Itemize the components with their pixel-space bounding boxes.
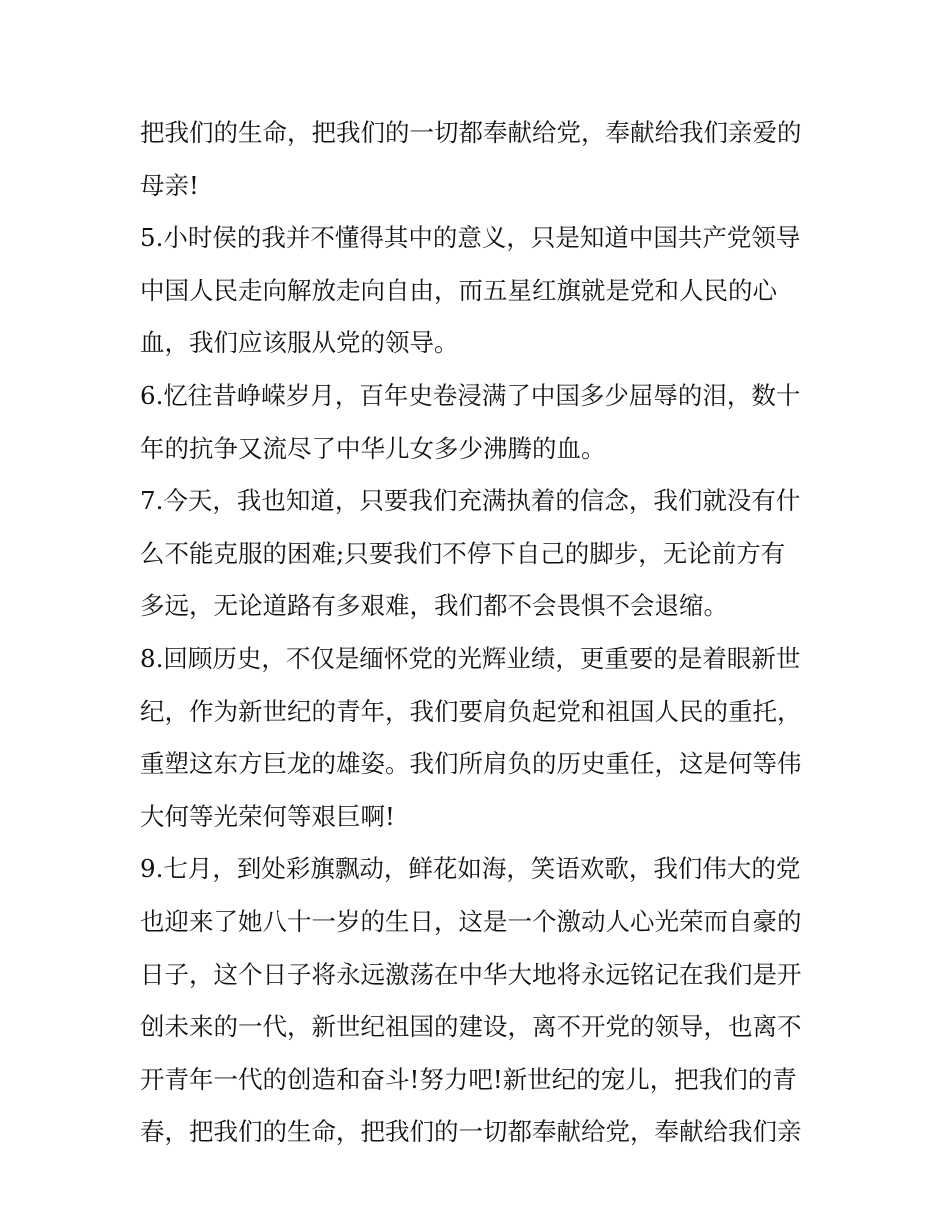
text-line: 开青年一代的创造和奋斗!努力吧!新世纪的宠儿，把我们的青 xyxy=(140,1064,797,1094)
body-text xyxy=(140,107,820,1159)
text-line: 血，我们应该服从党的领导。 xyxy=(140,328,459,358)
text-line: 春，把我们的生命，把我们的一切都奉献给党，奉献给我们亲 xyxy=(140,1117,802,1147)
text-line: 8.回顾历史，不仅是缅怀党的光辉业绩，更重要的是着眼新世 xyxy=(140,643,801,673)
text-line: 5.小时侯的我并不懂得其中的意义，只是知道中国共产党领导 xyxy=(140,223,801,253)
text-line: 母亲! xyxy=(140,170,199,200)
text-line: 7.今天，我也知道，只要我们充满执着的信念，我们就没有什 xyxy=(140,486,801,516)
text-line: 也迎来了她八十一岁的生日，这是一个激动人心光荣而自豪的 xyxy=(140,906,802,936)
text-line: 大何等光荣何等艰巨啊! xyxy=(140,801,395,831)
text-line: 纪，作为新世纪的青年，我们要肩负起党和祖国人民的重托， xyxy=(140,696,802,726)
text-line: 年的抗争又流尽了中华儿女多少沸腾的血。 xyxy=(140,433,606,463)
text-line: 么不能克服的困难;只要我们不停下自己的脚步，无论前方有 xyxy=(140,538,786,568)
text-line: 把我们的生命，把我们的一切都奉献给党，奉献给我们亲爱的 xyxy=(140,118,802,147)
text-line: 中国人民走向解放走向自由，而五星红旗就是党和人民的心 xyxy=(140,275,777,305)
text-line: 创未来的一代，新世纪祖国的建设，离不开党的领导，也离不 xyxy=(140,1012,802,1042)
text-line: 9.七月，到处彩旗飘动，鲜花如海，笑语欢歌，我们伟大的党 xyxy=(140,854,801,884)
text-line: 多远，无论道路有多艰难，我们都不会畏惧不会退缩。 xyxy=(140,591,728,621)
text-line: 重塑这东方巨龙的雄姿。我们所肩负的历史重任，这是何等伟 xyxy=(140,749,802,779)
text-line: 6.忆往昔峥嵘岁月，百年史卷浸满了中国多少屈辱的泪，数十 xyxy=(140,380,801,410)
text-line: 日子，这个日子将永远激荡在中华大地将永远铭记在我们是开 xyxy=(140,959,802,989)
